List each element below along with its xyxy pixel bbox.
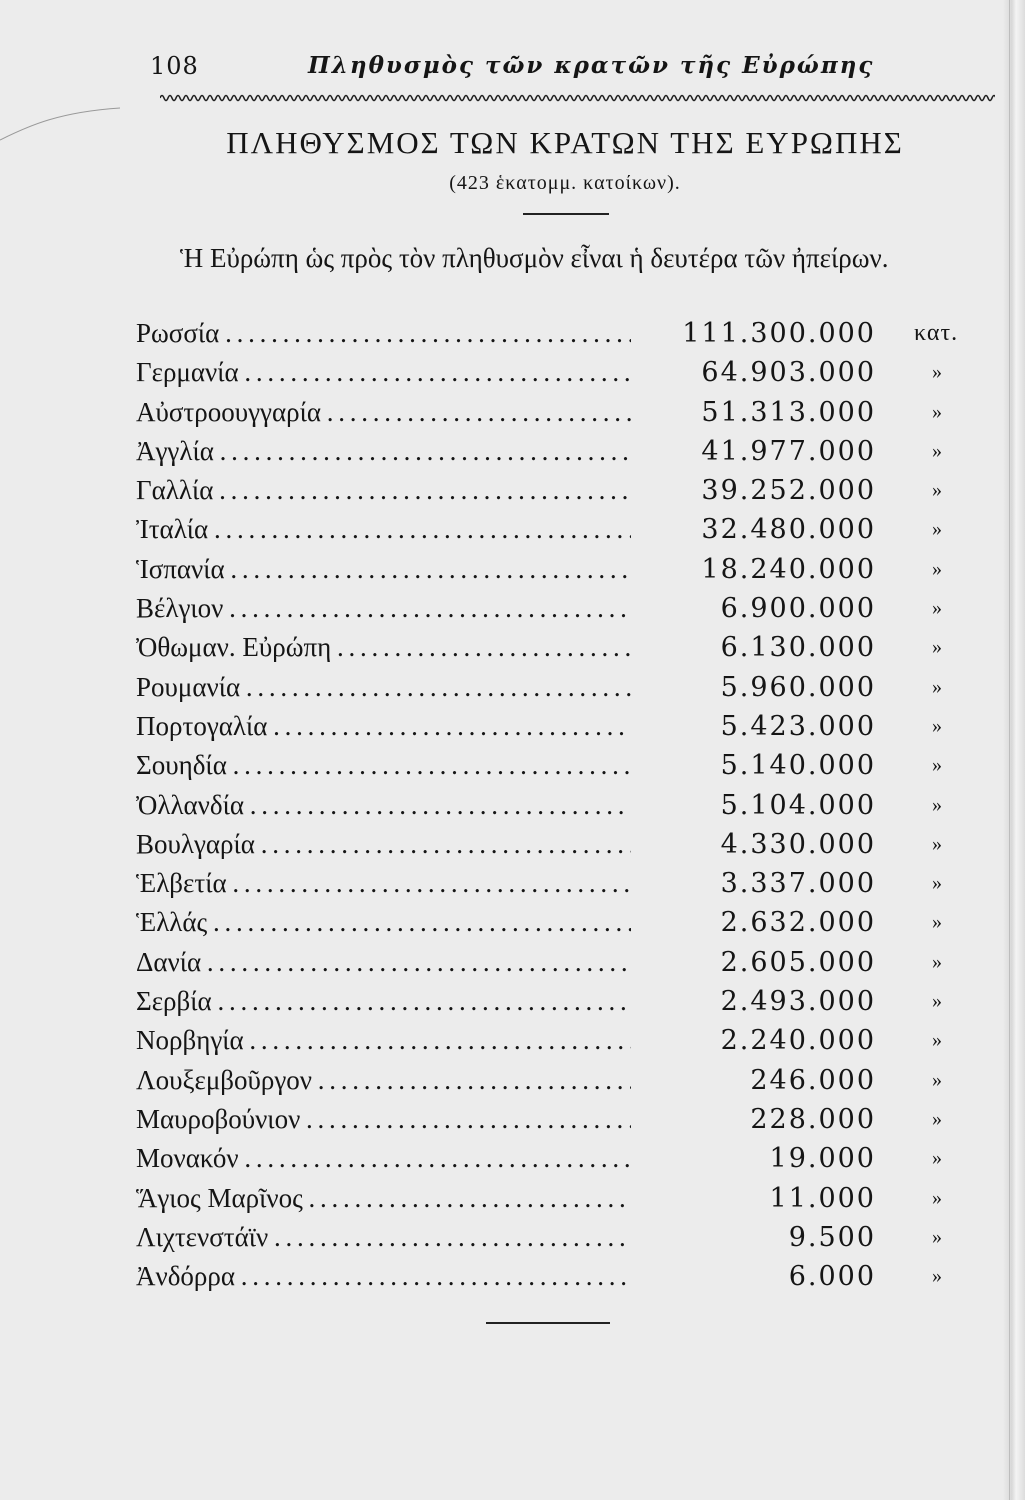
ditto-mark: » bbox=[932, 1147, 942, 1170]
page-title: ΠΛΗΘΥΣΜΟΣ ΤΩΝ ΚΡΑΤΩΝ ΤΗΣ ΕΥΡΩΠΗΣ bbox=[226, 125, 904, 160]
population-value: 5.423.000 bbox=[720, 710, 876, 742]
country-name: Γαλλία . . . bbox=[136, 475, 631, 506]
country-name: Ἀγγλία . . . bbox=[136, 436, 631, 467]
table-row bbox=[136, 510, 996, 549]
title-rule bbox=[523, 213, 609, 215]
table-row bbox=[136, 353, 996, 392]
population-value: 2.240.000 bbox=[720, 1025, 876, 1057]
table-row bbox=[136, 432, 996, 471]
ditto-mark: » bbox=[932, 990, 942, 1013]
ditto-mark: » bbox=[932, 1265, 942, 1288]
country-name: Λουξεμβοῦργον . . . bbox=[136, 1065, 631, 1096]
unit-label: κατ. bbox=[914, 320, 959, 346]
ditto-mark: » bbox=[932, 793, 942, 816]
population-value: 2.493.000 bbox=[720, 986, 876, 1018]
country-name: Πορτογαλία . . . bbox=[136, 711, 631, 742]
ditto-mark: » bbox=[932, 636, 942, 659]
ditto-mark: » bbox=[932, 597, 942, 620]
country-name: Μαυροβούνιον . . . bbox=[136, 1104, 631, 1135]
population-value: 2.632.000 bbox=[720, 907, 876, 939]
table-row bbox=[136, 1139, 996, 1178]
population-value: 6.000 bbox=[788, 1261, 876, 1293]
population-value: 5.140.000 bbox=[720, 750, 876, 782]
population-value: 246.000 bbox=[750, 1064, 876, 1096]
country-name: Ὀθωμαν. Εὐρώπη . . . bbox=[136, 632, 631, 663]
ditto-mark: » bbox=[932, 1225, 942, 1248]
population-value: 2.605.000 bbox=[720, 946, 876, 978]
table-row bbox=[136, 393, 996, 432]
country-name: Γερμανία . . . bbox=[136, 357, 631, 388]
page-number: 108 bbox=[150, 52, 199, 80]
population-value: 32.480.000 bbox=[701, 514, 876, 546]
table-row bbox=[136, 943, 996, 982]
ditto-mark: » bbox=[932, 872, 942, 895]
ditto-mark: » bbox=[932, 832, 942, 855]
country-name: Ἑλβετία . . . bbox=[136, 868, 631, 899]
ditto-mark: » bbox=[932, 1068, 942, 1091]
population-table bbox=[136, 314, 996, 1296]
country-name: Μονακόν . . . bbox=[136, 1143, 631, 1174]
population-value: 18.240.000 bbox=[701, 553, 876, 585]
table-row bbox=[136, 1257, 996, 1296]
table-row bbox=[136, 589, 996, 628]
country-name: Λιχτενστάϊν . . . bbox=[136, 1222, 631, 1253]
country-name: Ὀλλανδία . . . bbox=[136, 790, 631, 821]
table-row bbox=[136, 903, 996, 942]
intro-paragraph: Ἡ Εὐρώπη ὡς πρὸς τὸν πληθυσμὸν εἶναι ἡ δευτέρα τῶν ἠπείρων. bbox=[180, 243, 889, 273]
ditto-mark: » bbox=[932, 911, 942, 934]
table-row bbox=[136, 746, 996, 785]
country-name: Βουλγαρία . . . bbox=[136, 829, 631, 860]
country-name: Ἱσπανία . . . bbox=[136, 554, 631, 585]
population-value: 51.313.000 bbox=[701, 396, 876, 428]
table-row bbox=[136, 668, 996, 707]
ditto-mark: » bbox=[932, 1107, 942, 1130]
table-row bbox=[136, 1218, 996, 1257]
end-rule bbox=[486, 1322, 610, 1324]
page-edge bbox=[1003, 0, 1025, 1500]
ditto-mark: » bbox=[932, 675, 942, 698]
country-name: Σερβία . . . bbox=[136, 986, 631, 1017]
ditto-mark: » bbox=[932, 950, 942, 973]
table-row bbox=[136, 825, 996, 864]
table-row bbox=[136, 471, 996, 510]
table-row bbox=[136, 982, 996, 1021]
table-row bbox=[136, 1179, 996, 1218]
country-name: Ἑλλάς . . . bbox=[136, 907, 631, 938]
ditto-mark: » bbox=[932, 1186, 942, 1209]
ditto-mark: » bbox=[932, 439, 942, 462]
ditto-mark: » bbox=[932, 557, 942, 580]
country-name: Ἰταλία . . . bbox=[136, 514, 631, 545]
ditto-mark: » bbox=[932, 714, 942, 737]
table-row bbox=[136, 1021, 996, 1060]
table-row bbox=[136, 707, 996, 746]
table-row bbox=[136, 314, 996, 353]
country-name: Ρωσσία . . . bbox=[136, 318, 631, 349]
table-row bbox=[136, 1061, 996, 1100]
table-row bbox=[136, 786, 996, 825]
running-title: Πληθυσμὸς τῶν κρατῶν τῆς Εὐρώπης bbox=[308, 52, 875, 79]
population-value: 6.900.000 bbox=[720, 593, 876, 625]
ditto-mark: » bbox=[932, 361, 942, 384]
population-value: 64.903.000 bbox=[701, 357, 876, 389]
ditto-mark: » bbox=[932, 518, 942, 541]
country-name: Δανία . . . bbox=[136, 947, 631, 978]
ditto-mark: » bbox=[932, 754, 942, 777]
population-value: 41.977.000 bbox=[701, 435, 876, 467]
population-value: 228.000 bbox=[750, 1103, 876, 1135]
population-value: 111.300.000 bbox=[682, 318, 876, 349]
country-name: Ρουμανία . . . bbox=[136, 672, 631, 703]
population-value: 11.000 bbox=[769, 1182, 876, 1214]
country-name: Αὐστροουγγαρία . . . bbox=[136, 397, 631, 428]
ditto-mark: » bbox=[932, 479, 942, 502]
wavy-rule bbox=[160, 90, 995, 106]
country-name: Ἅγιος Μαρῖνος . . . bbox=[136, 1183, 631, 1214]
population-value: 19.000 bbox=[769, 1143, 876, 1175]
table-row bbox=[136, 1100, 996, 1139]
population-value: 39.252.000 bbox=[701, 475, 876, 507]
population-value: 4.330.000 bbox=[720, 828, 876, 860]
table-row bbox=[136, 550, 996, 589]
country-name: Σουηδία . . . bbox=[136, 750, 631, 781]
ditto-mark: » bbox=[932, 1029, 942, 1052]
country-name: Ἀνδόρρα . . . bbox=[136, 1261, 631, 1292]
table-row bbox=[136, 628, 996, 667]
ditto-mark: » bbox=[932, 400, 942, 423]
population-value: 3.337.000 bbox=[720, 868, 876, 900]
country-name: Βέλγιον . . . bbox=[136, 593, 631, 624]
population-value: 6.130.000 bbox=[720, 632, 876, 664]
table-row bbox=[136, 864, 996, 903]
country-name: Νορβηγία . . . bbox=[136, 1025, 631, 1056]
population-value: 5.960.000 bbox=[720, 671, 876, 703]
population-value: 9.500 bbox=[788, 1221, 876, 1253]
page-subtitle: (423 ἑκατομμ. κατοίκων). bbox=[449, 172, 681, 194]
population-value: 5.104.000 bbox=[720, 789, 876, 821]
running-head bbox=[150, 48, 1000, 88]
margin-pencil-mark bbox=[0, 100, 150, 150]
